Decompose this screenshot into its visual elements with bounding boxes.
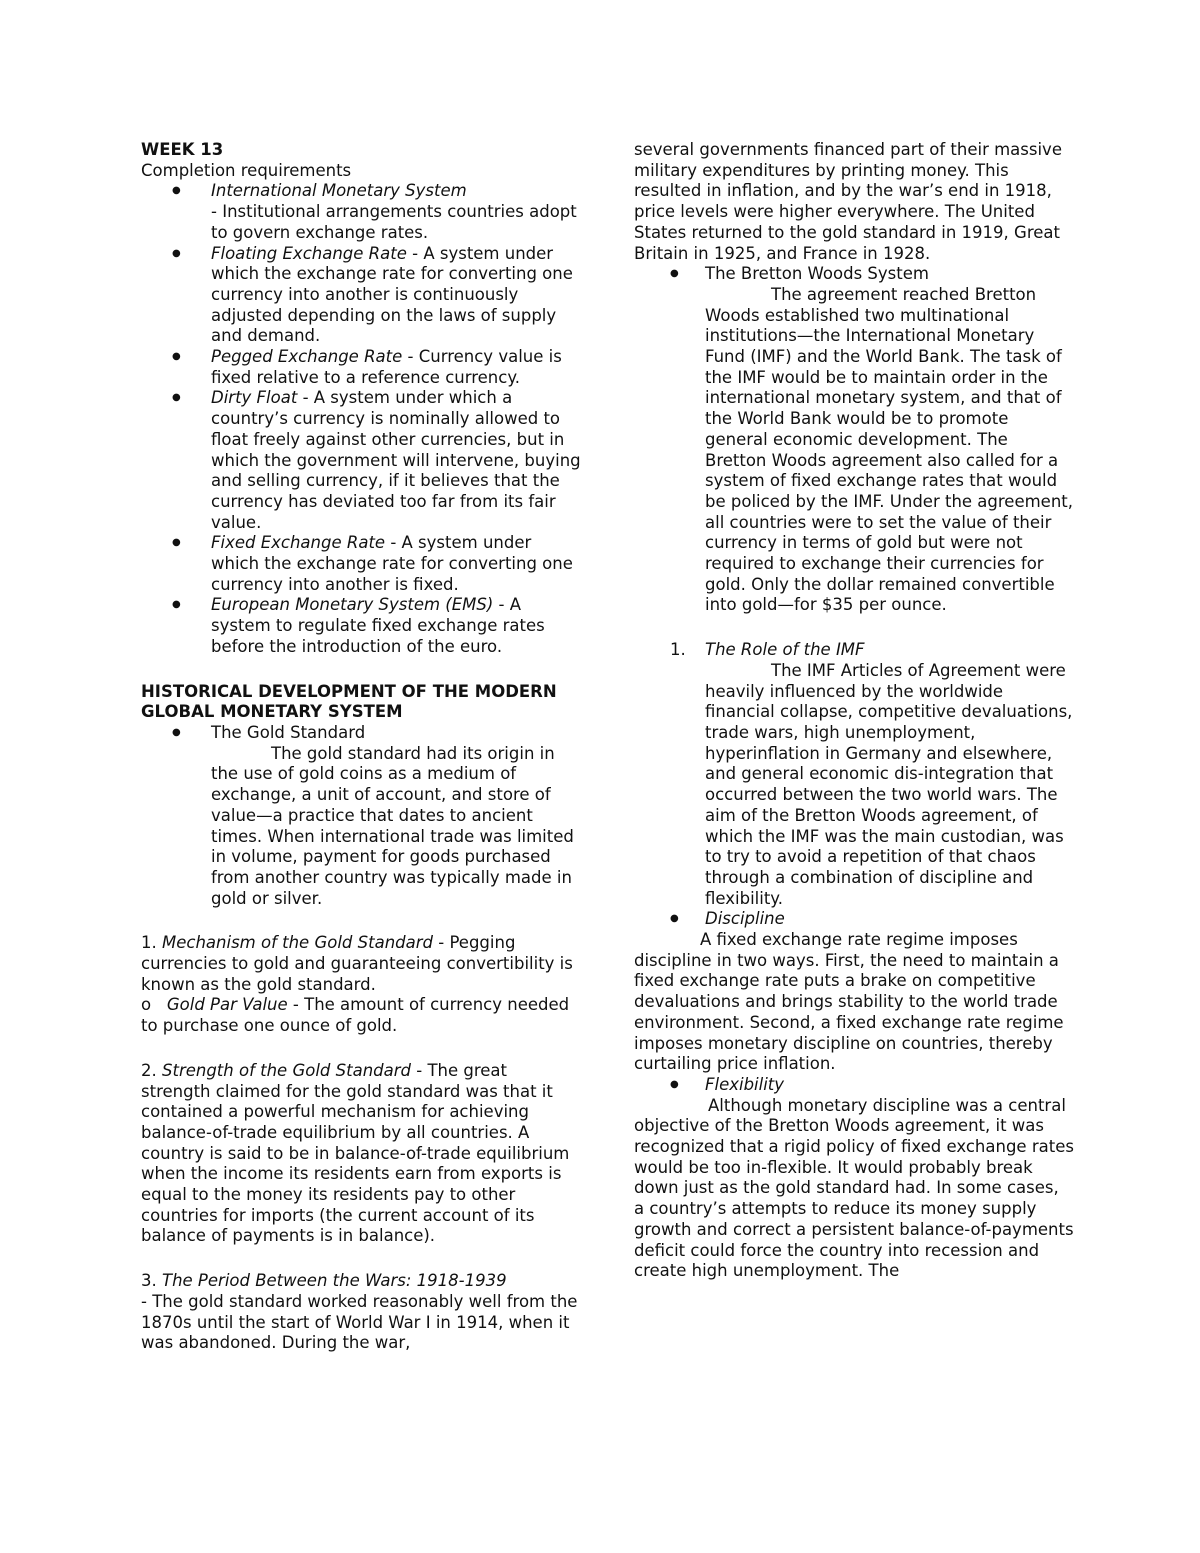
imf-item: [634, 640, 1074, 909]
definition-text: - A system under which the exchange rate for converting one currency into another is fixed.: [211, 533, 573, 594]
discipline-paragraph: A fixed exchange rate regime imposes discipline in two ways. First, the need to maintain a fixed exchange rate puts a brake on competitive devaluations and brings stability to the world trade environment. Second, a fixed exchange rate regime imposes monetary discipline on countries, thereby curtailing price inflation.: [634, 930, 1064, 1074]
imf-number: 1.: [670, 640, 686, 660]
wars-continued-paragraph: several governments financed part of their massive military expenditures by printing money. This resulted in inflation, and by the war’s end in 1918, price levels were higher everywhere. The United States returned to the gold standard in 1919, Great Britain in 1925, and France in 1928.: [634, 140, 1062, 263]
definition-term: International Monetary System: [211, 181, 467, 201]
definition-item: [141, 244, 581, 348]
definition-item: [141, 181, 581, 243]
discipline-item: [634, 909, 1074, 930]
mechanism-number: 1.: [141, 933, 157, 953]
definition-item: [141, 347, 581, 388]
imf-paragraph: The IMF Articles of Agreement were heavily influenced by the worldwide financial collapse, competitive devaluations, trade wars, high unemployment, hyperinflation in Germany and elsewhere, and general economic dis-integration that occurred between the two world wars. The aim of the Bretton Woods agreement, of which the IMF was the main custodian, was to try to avoid a repetition of that chaos through a combination of discipline and flexibility.: [705, 660, 1073, 908]
strength-text: - The great strength claimed for the gold standard was that it contained a powerful mechanism for achieving balance-of-trade equilibrium by all countries. A country is said to be in balance-of-trade equilibrium when the income its residents earn from exports is equal to the money its residents pay to other countries for imports (the current account of its balance of payments is in balance).: [141, 1060, 570, 1246]
wars-number: 3.: [141, 1271, 157, 1291]
bretton-woods-title: The Bretton Woods System: [705, 264, 929, 284]
section-heading: HISTORICAL DEVELOPMENT OF THE MODERN GLOBAL MONETARY SYSTEM: [141, 681, 557, 722]
gold-standard-paragraph: The gold standard had its origin in the use of gold coins as a medium of exchange, a unit of account, and store of value—a practice that dates to ancient times. When international trade was limited in volume, payment for goods purchased from another country was typically made in gold or silver.: [211, 743, 574, 908]
gold-standard-title: The Gold Standard: [211, 722, 366, 742]
left-column: [141, 140, 581, 1354]
definition-term: Dirty Float: [211, 388, 298, 408]
gold-par-paragraph: [141, 995, 581, 1036]
definition-item: [141, 533, 581, 595]
gold-par-text: - The amount of currency needed to purchase one ounce of gold.: [141, 995, 570, 1036]
wars-text: - The gold standard worked reasonably well from the 1870s until the start of World War I in 1914, when it was abandoned. During the war,: [141, 1291, 578, 1353]
definition-text: - A system to regulate fixed exchange rates before the introduction of the euro.: [211, 595, 545, 656]
strength-number: 2.: [141, 1060, 157, 1080]
strength-title: Strength of the Gold Standard: [162, 1060, 411, 1080]
flexibility-title: Flexibility: [705, 1074, 785, 1094]
gold-par-marker: o: [141, 995, 152, 1015]
bretton-woods-item: [634, 264, 1074, 616]
definition-text: - A system under which the exchange rate for converting one currency into another is continuously adjusted depending on the laws of supply and demand.: [211, 243, 573, 346]
mechanism-text: - Pegging currencies to gold and guaranteeing convertibility is known as the gold standard.: [141, 933, 573, 994]
definition-term: European Monetary System (EMS): [211, 595, 494, 615]
gold-standard-item: [141, 723, 581, 909]
wars-title: The Period Between the Wars: 1918-1939: [162, 1271, 507, 1291]
mechanism-paragraph: [141, 933, 581, 995]
gold-par-title: Gold Par Value: [166, 995, 288, 1015]
definition-term: Fixed Exchange Rate: [211, 533, 386, 553]
discipline-title: Discipline: [705, 909, 785, 929]
gold-standard-list: [141, 723, 581, 909]
definition-item: [141, 595, 581, 657]
discipline-list: [634, 909, 1074, 930]
flexibility-item: [634, 1075, 1074, 1096]
right-column: [634, 140, 1074, 1282]
flexibility-list: [634, 1075, 1074, 1096]
completion-label: Completion requirements: [141, 160, 352, 180]
wars-paragraph: [141, 1271, 581, 1354]
strength-paragraph: [141, 1061, 581, 1247]
imf-title: The Role of the IMF: [705, 640, 865, 660]
imf-list: [634, 640, 1074, 909]
definitions-list: [141, 181, 581, 657]
definition-item: [141, 388, 581, 533]
flexibility-paragraph: Although monetary discipline was a central objective of the Bretton Woods agreement, it was recognized that a rigid policy of fixed exchange rates would be too in-flexible. It would probably break down just as the gold standard had. In some cases, a country’s attempts to reduce its money supply growth and correct a persistent balance-of-payments deficit could force the country into recession and create high unemployment. The: [634, 1095, 1074, 1281]
bretton-woods-paragraph: The agreement reached Bretton Woods established two multinational institutions—the International Monetary Fund (IMF) and the World Bank. The task of the IMF would be to maintain order in the international monetary system, and that of the World Bank would be to promote general economic development. The Bretton Woods agreement also called for a system of fixed exchange rates that would be policed by the IMF. Under the agreement, all countries were to set the value of their currency in terms of gold but were not required to exchange their currencies for gold. Only the dollar remained convertible into gold—for $35 per ounce.: [705, 284, 1074, 615]
definition-term: Pegged Exchange Rate: [211, 347, 403, 367]
definition-term: Floating Exchange Rate: [211, 243, 407, 263]
definition-text: - A system under which a country’s currency is nominally allowed to float freely against other currencies, but in which the government will intervene, buying and selling currency, if it believes that the currency has deviated too far from its fair value.: [211, 388, 581, 532]
definition-text: - Currency value is fixed relative to a reference currency.: [211, 347, 562, 387]
mechanism-title: Mechanism of the Gold Standard: [162, 933, 433, 953]
bretton-woods-list: [634, 264, 1074, 616]
week-title: WEEK 13: [141, 140, 224, 159]
definition-text: - Institutional arrangements countries adopt to govern exchange rates.: [211, 202, 577, 242]
